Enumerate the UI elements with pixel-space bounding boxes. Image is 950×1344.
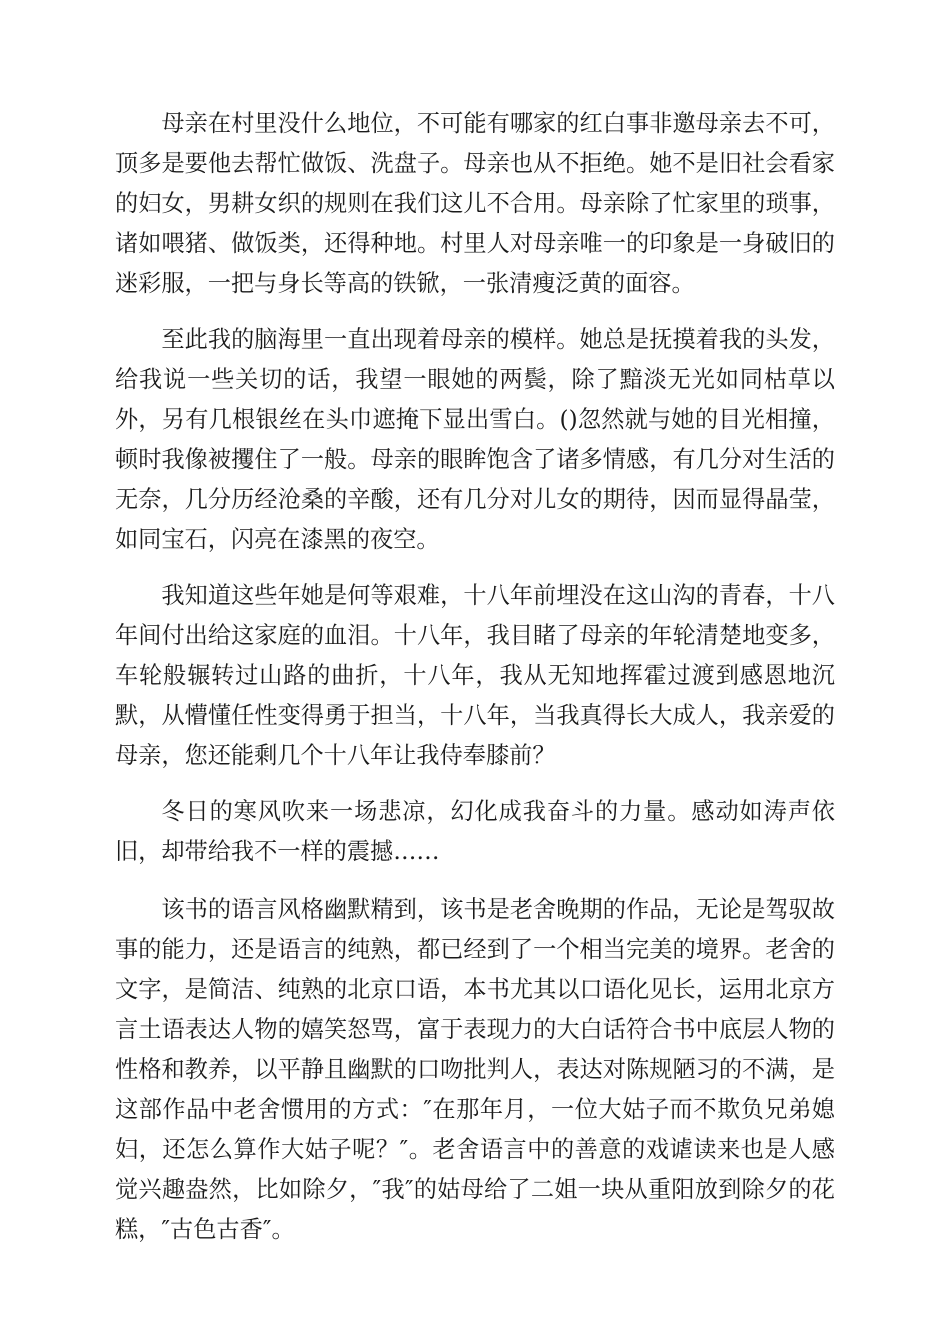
paragraph-eighteen-years: 我知道这些年她是何等艰难，十八年前埋没在这山沟的青春，十八年间付出给这家庭的血泪。十八年，我目睹了母亲的年轮清楚地变多，车轮般辗转过山路的曲折，十八年，我从无知地挥霍过渡到感恩地沉默，从懵懂任性变得勇于担当，十八年，当我真得长大成人，我亲爱的母亲，您还能剩几个十八年让我侍奉膝前？ [115, 582, 835, 769]
document-body [115, 104, 835, 1250]
paragraph-laoshe-language: 该书的语言风格幽默精到，该书是老舍晚期的作品，无论是驾驭故事的能力，还是语言的纯熟，都已经到了一个相当完美的境界。老舍的文字，是简洁、纯熟的北京口语，本书尤其以口语化见长，运用北京方言土语表达人物的嬉笑怒骂，富于表现力的大白话符合书中底层人物的性格和教养，以平静且幽默的口吻批判人，表达对陈规陋习的不满，是这部作品中老舍惯用的方式：″在那年月，一位大姑子而不欺负兄弟媳妇，还怎么算作大姑子呢？″。老舍语言中的善意的戏谑读来也是人感觉兴趣盎然，比如除夕，″我″的姑母给了二姐一块从重阳放到除夕的花糕，″古色古香″。 [115, 896, 835, 1243]
paragraph-mother-appearance: 至此我的脑海里一直出现着母亲的模样。她总是抚摸着我的头发，给我说一些关切的话，我望一眼她的两鬓，除了黯淡无光如同枯草以外，另有几根银丝在头巾遮掩下显出雪白。()忽然就与她的目光相撞，顿时我像被攫住了一般。母亲的眼眸饱含了诸多情感，有几分对生活的无奈，几分历经沧桑的辛酸，还有几分对儿女的期待，因而显得晶莹，如同宝石，闪亮在漆黑的夜空。 [115, 326, 835, 553]
paragraph-mother-status: 母亲在村里没什么地位，不可能有哪家的红白事非邀母亲去不可，顶多是要他去帮忙做饭、洗盘子。母亲也从不拒绝。她不是旧社会看家的妇女，男耕女织的规则在我们这儿不合用。母亲除了忙家里的琐事，诸如喂猪、做饭类，还得种地。村里人对母亲唯一的印象是一身破旧的迷彩服，一把与身长等高的铁锨，一张清瘦泛黄的面容。 [115, 110, 835, 297]
paragraph-winter-wind: 冬日的寒风吹来一场悲凉，幻化成我奋斗的力量。感动如涛声依旧，却带给我不一样的震撼…… [115, 798, 835, 865]
